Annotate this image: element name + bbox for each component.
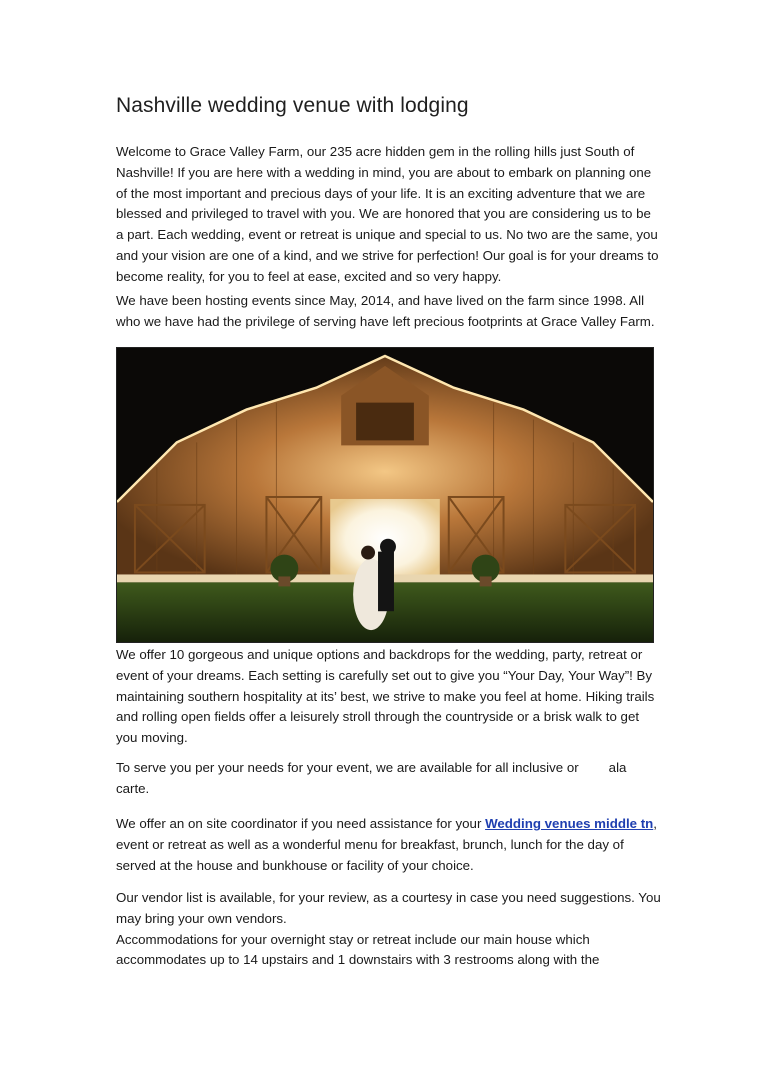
barn-photo-illustration	[117, 348, 653, 642]
text-line: carte.	[116, 780, 150, 796]
serve-paragraph	[116, 758, 661, 800]
text-line: We offer 10 gorgeous and unique options and backdrops for the wedding, party, retreat or	[116, 647, 643, 662]
text-line: event or retreat as well as a wonderful menu for breakfast, brunch, lunch for the day of	[116, 836, 624, 852]
text-line	[116, 758, 661, 779]
options-paragraph	[116, 645, 661, 749]
coordinator-paragraph	[116, 814, 661, 876]
coordinator-text: We offer an on site coordinator if you need assistance for your	[116, 816, 486, 831]
text-line: We have been hosting events since May, 2014, and have lived on the farm since 1998. All	[116, 293, 645, 308]
ala-text: ala	[608, 760, 627, 775]
text-line: Welcome to Grace Valley Farm, our 235 acre hidden gem in the rolling hills just South of	[116, 144, 635, 159]
page-title: Nashville wedding venue with lodging	[116, 94, 469, 117]
serve-text: To serve you per your needs for your event, we are available for all inclusive or	[116, 760, 579, 775]
text-line: and your vision are one of a kind, and we strive for perfection! Our goal is for your dreams to	[116, 247, 659, 263]
text-line: maintaining southern hospitality at its’ best, we strive to make you feel at home. Hiking trails	[116, 688, 655, 704]
text-line: event of your dreams. Each setting is carefully set out to give you “Your Day, Your Way”! By	[116, 667, 653, 683]
text-line: Our vendor list is available, for your review, as a courtesy in case you need suggestions. You	[116, 890, 661, 905]
history-paragraph	[116, 291, 661, 333]
text-line: you moving.	[116, 730, 188, 746]
text-line: blessed and privileged to travel with you. We are honored that you are considering us to be	[116, 206, 651, 222]
text-line: may bring your own vendors.	[116, 910, 287, 926]
barn-wedding-photo	[116, 347, 654, 643]
text-line: served at the house and bunkhouse or facility of your choice.	[116, 857, 474, 873]
text-line: Nashville! If you are here with a wedding in mind, you are about to embark on planning one	[116, 164, 652, 180]
vendor-paragraph	[116, 888, 661, 971]
text-line: accommodates up to 14 upstairs and 1 downstairs with 3 restrooms along with the	[116, 952, 600, 968]
text-line: Accommodations for your overnight stay or retreat include our main house which	[116, 931, 590, 947]
text-line: who we have had the privilege of serving have left precious footprints at Grace Valley Farm.	[116, 313, 655, 329]
text-line: become reality, for you to feel at ease, excited and so very happy.	[116, 268, 502, 284]
text-line: and rolling open fields offer a leisurely stroll through the countryside or a brisk walk to get	[116, 709, 640, 725]
comma-text: ,	[653, 816, 657, 831]
wedding-venues-link[interactable]: Wedding venues middle tn	[485, 816, 654, 831]
intro-paragraph	[116, 142, 661, 288]
text-line: of the most important and precious days of your life. It is an exciting adventure that we are	[116, 185, 646, 201]
text-line	[116, 814, 661, 835]
text-line: a part. Each wedding, event or retreat is unique and special to us. No two are the same, you	[116, 227, 658, 243]
